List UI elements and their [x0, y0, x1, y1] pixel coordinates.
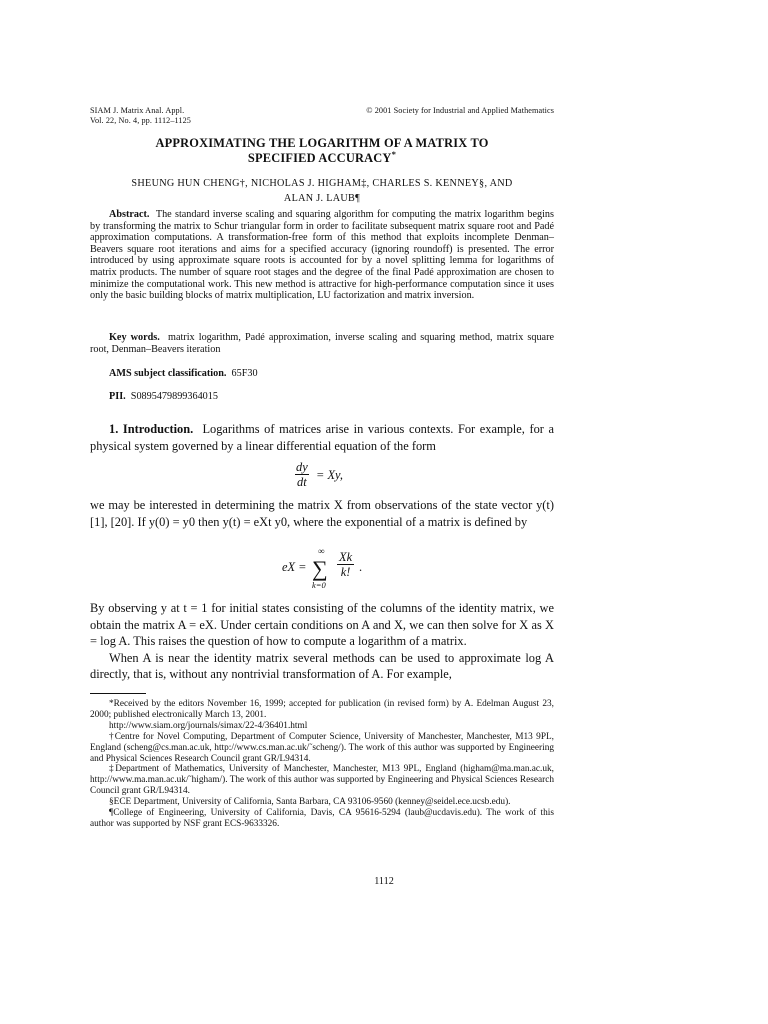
footnote-kenney: §ECE Department, University of California, Santa Barbara, CA 93106-9560 (kenney@seidel.ece.ucsb.edu).	[109, 797, 511, 808]
keywords	[90, 332, 554, 356]
paragraph-4: When A is near the identity matrix several methods can be used to approximate log A directly, that is, without any nontrivial transformation of A. For example,	[90, 650, 554, 681]
footnote-divider	[90, 693, 146, 694]
introduction-paragraph	[90, 421, 554, 454]
title-line-2: SPECIFIED ACCURACY	[247, 151, 392, 165]
eq2-denominator: k!	[340, 565, 351, 579]
eq1-numerator: dy	[296, 460, 308, 474]
title-footnote-mark: *	[391, 148, 397, 159]
section-heading: 1. Introduction.	[109, 422, 194, 436]
pii	[109, 391, 218, 402]
series-term-fraction	[337, 550, 354, 579]
pii-value: S0895479899364015	[130, 391, 218, 402]
abstract-label: Abstract.	[109, 209, 150, 220]
volume-info: Vol. 22, No. 4, pp. 1112–1125	[90, 115, 191, 125]
footnote-received: *Received by the editors November 16, 1999; accepted for publication (in revised form) by A. Edelman August 23, 2000; published electronically March 13, 2001.	[90, 699, 554, 720]
abstract	[90, 209, 554, 302]
keywords-text: matrix logarithm, Padé approximation, inverse scaling and squaring method, matrix square root, Denman–Beavers iteration	[90, 332, 554, 355]
author-list	[90, 176, 554, 206]
eq1-denominator: dt	[297, 475, 307, 489]
paragraphs-3-4	[90, 600, 554, 683]
eq1-rhs: = Xy,	[316, 468, 343, 482]
footnote-laub: ¶College of Engineering, University of California, Davis, CA 95616-5294 (laub@ucdavis.edu). The work of this author was supported by NSF grant ECS-9633326.	[90, 808, 554, 829]
ams-value: 65F30	[231, 368, 258, 379]
eq2-numerator: Xk	[339, 550, 353, 564]
footnotes	[90, 699, 554, 830]
paragraph-3: By observing y at t = 1 for initial states consisting of the columns of the identity matrix, we obtain the matrix A = eX. Under certain conditions on A and X, we can then solve for X as X = log A. This raises the question of how to compute a logarithm of a matrix.	[90, 601, 554, 648]
journal-citation	[90, 106, 191, 125]
eq2-lhs: eX =	[282, 560, 307, 574]
eq2-period: .	[359, 560, 363, 574]
keywords-label: Key words.	[109, 332, 160, 343]
authors-line-2: ALAN J. LAUB¶	[283, 193, 361, 204]
intro-text: Logarithms of matrices arise in various contexts. For example, for a physical system governed by a linear differential equation of the form	[90, 422, 554, 453]
page-number: 1112	[374, 876, 394, 887]
copyright-notice: © 2001 Society for Industrial and Applied Mathematics	[366, 106, 554, 115]
title-line-1: APPROXIMATING THE LOGARITHM OF A MATRIX TO	[155, 136, 489, 150]
eq2-upper-limit: ∞	[318, 546, 325, 556]
paper-title	[90, 136, 554, 166]
footnote-higham: ‡Department of Mathematics, University of Manchester, Manchester, M13 9PL, England (higham@ma.man.ac.uk, http://www.ma.man.ac.uk/˜higham/). The work of this author was supported by Engineering and Physical Sciences Research Council grant GR/L94314.	[90, 764, 554, 797]
footnote-url: http://www.siam.org/journals/simax/22-4/36401.html	[109, 720, 308, 731]
ams-classification	[109, 368, 258, 379]
abstract-text: The standard inverse scaling and squaring algorithm for computing the matrix logarithm begins by transforming the matrix to Schur triangular form in order to facilitate subsequent matrix square root and Padé approximation computations. A transformation-free form of this method that exploits incomplete Denman–Beavers square root iterations and aims for a specified accuracy (ignoring roundoff) is presented. The error introduced by using approximate square roots is accounted for by a novel splitting lemma for logarithms of matrix products. The number of square root stages and the degree of the final Padé approximation are chosen to minimize the computational work. This new method is attractive for high-performance computation since it uses only the basic building blocks of matrix multiplication, LU factorization and matrix inversion.	[90, 209, 554, 302]
authors-line-1: SHEUNG HUN CHENG†, NICHOLAS J. HIGHAM‡, CHARLES S. KENNEY§, AND	[131, 178, 513, 189]
pii-label: PII.	[109, 391, 126, 402]
summation-symbol: ∑	[312, 556, 328, 581]
ams-label: AMS subject classification.	[109, 368, 227, 379]
footnote-cheng: †Centre for Novel Computing, Department of Computer Science, University of Manchester, Manchester, M13 9PL, England (scheng@cs.man.ac.uk, http://www.cs.man.ac.uk/˜scheng/). The work of this author was supported by Engineering and Physical Sciences Research Council grant GR/L94314.	[90, 731, 554, 764]
paragraph-2: we may be interested in determining the matrix X from observations of the state vector y(t) [1], [20]. If y(0) = y0 then y(t) = eXt y0, where the exponential of a matrix is defined by	[90, 498, 554, 529]
derivative-fraction	[295, 460, 309, 489]
eq2-lower-limit: k=0	[312, 580, 326, 590]
journal-name: SIAM J. Matrix Anal. Appl.	[90, 106, 185, 115]
